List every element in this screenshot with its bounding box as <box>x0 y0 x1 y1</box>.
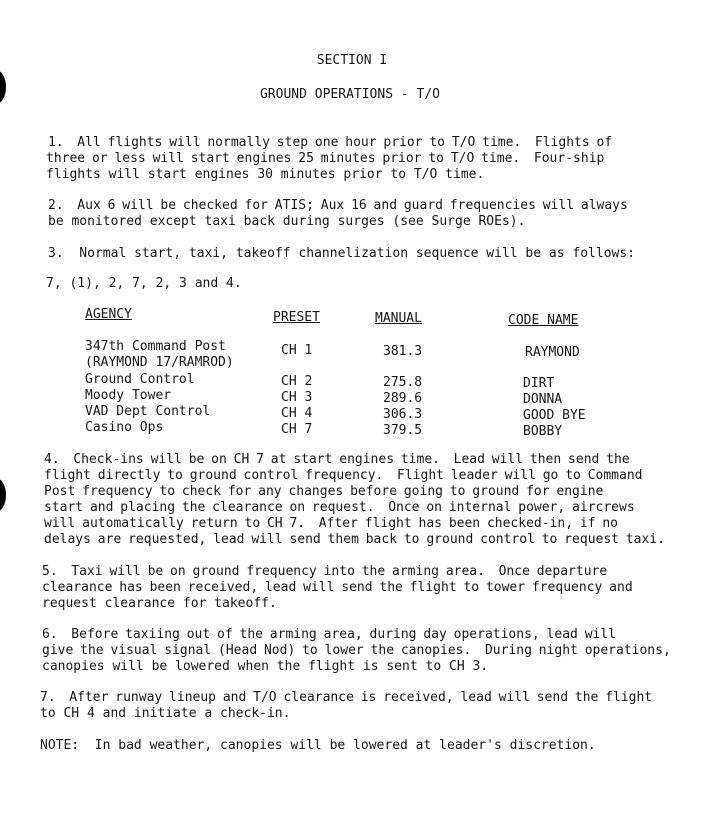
paragraph-6-line-2: give the visual signal (Head Nod) to lower the canopies. During night operations, <box>42 643 671 658</box>
code-name-cell: RAYMOND <box>525 345 580 360</box>
preset-cell: CH 1 <box>281 343 313 358</box>
paragraph-6-line-3: canopies will be lowered when the flight is sent to CH 3. <box>42 659 489 674</box>
column-header-agency: AGENCY <box>85 307 132 322</box>
paragraph-5-line-1: 5. Taxi will be on ground frequency into the arming area. Once departure <box>42 564 608 579</box>
paragraph-1-line-2: three or less will start engines 25 minutes prior to T/O time. Four-ship <box>46 151 605 166</box>
code-name-cell: GOOD BYE <box>523 408 586 423</box>
paragraph-4-line-2: flight directly to ground control frequency. Flight leader will go to Command <box>44 468 643 483</box>
paragraph-4-line-4: start and placing the clearance on request. Once on internal power, aircrews <box>44 500 635 515</box>
paragraph-1-line-1: 1. All flights will normally step one hour prior to T/O time. Flights of <box>48 135 613 150</box>
paragraph-4-line-1: 4. Check-ins will be on CH 7 at start engines time. Lead will then send the <box>44 452 630 467</box>
agency-cell: Casino Ops <box>85 420 164 435</box>
manual-cell: 381.3 <box>383 344 423 359</box>
agency-cell: Moody Tower <box>85 388 172 403</box>
agency-cell: 347th Command Post <box>85 339 226 354</box>
paragraph-3-line-1: 3. Normal start, taxi, takeoff channelization sequence will be as follows: <box>48 246 635 261</box>
paragraph-5-line-2: clearance has been received, lead will send the flight to tower frequency and <box>42 580 633 595</box>
manual-cell: 379.5 <box>383 423 423 438</box>
agency-subtitle-cell: (RAYMOND 17/RAMROD) <box>85 355 234 370</box>
preset-cell: CH 7 <box>281 422 313 437</box>
page-subtitle: GROUND OPERATIONS - T/O <box>259 87 440 102</box>
preset-cell: CH 2 <box>281 374 313 389</box>
channel-sequence: 7, (1), 2, 7, 2, 3 and 4. <box>46 276 242 291</box>
paragraph-4-line-5: will automatically return to CH 7. After flight has been checked-in, if no <box>44 516 618 531</box>
section-title: SECTION I <box>316 53 388 68</box>
manual-cell: 289.6 <box>383 391 423 406</box>
code-name-cell: DIRT <box>523 376 555 391</box>
paragraph-1-line-3: flights will start engines 30 minutes prior to T/O time. <box>46 167 485 182</box>
agency-cell: Ground Control <box>85 372 195 387</box>
manual-cell: 275.8 <box>383 375 423 390</box>
paragraph-4-line-6: delays are requested, lead will send them back to ground control to request taxi. <box>44 532 665 547</box>
manual-cell: 306.3 <box>383 407 423 422</box>
code-name-cell: BOBBY <box>523 424 563 439</box>
paragraph-7-line-1: 7. After runway lineup and T/O clearance is received, lead will send the flight <box>40 690 653 705</box>
paragraph-5-line-3: request clearance for takeoff. <box>42 596 277 611</box>
code-name-cell: DONNA <box>523 392 563 407</box>
punch-hole-middle <box>0 478 6 512</box>
preset-cell: CH 4 <box>281 406 313 421</box>
preset-cell: CH 3 <box>281 390 313 405</box>
paragraph-4-line-3: Post frequency to check for any changes before going to ground for engine <box>44 484 604 499</box>
paragraph-7-line-2: to CH 4 and initiate a check-in. <box>40 706 291 721</box>
weather-note: NOTE: In bad weather, canopies will be lowered at leader's discretion. <box>40 738 596 753</box>
paragraph-2-line-1: 2. Aux 6 will be checked for ATIS; Aux 16 and guard frequencies will always <box>48 198 628 213</box>
column-header-preset: PRESET <box>273 310 320 325</box>
paragraph-2-line-2: be monitored except taxi back during surges (see Surge ROEs). <box>48 214 526 229</box>
agency-cell: VAD Dept Control <box>85 404 211 419</box>
column-header-manual: MANUAL <box>375 311 422 326</box>
column-header-code-name: CODE NAME <box>508 313 579 328</box>
paragraph-6-line-1: 6. Before taxiing out of the arming area, during day operations, lead will <box>42 627 616 642</box>
